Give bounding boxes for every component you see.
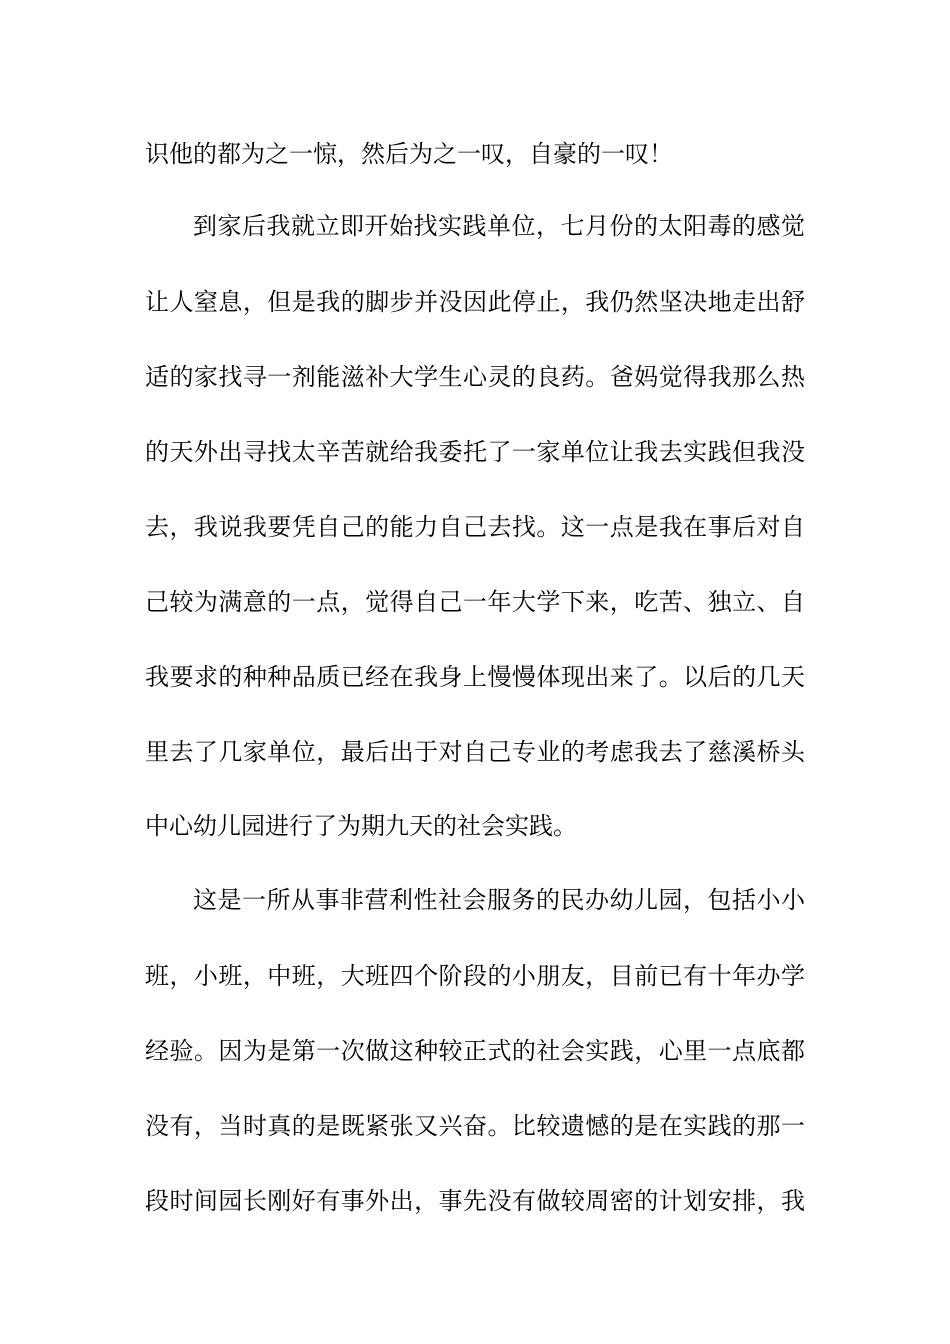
text-line: 适的家找寻一剂能滋补大学生心灵的良药。爸妈觉得我那么热 (145, 363, 805, 391)
text-line: 中心幼儿园进行了为期九天的社会实践。 (145, 812, 577, 840)
text-line: 己较为满意的一点，觉得自己一年大学下来，吃苦、独立、自 (145, 588, 805, 616)
text-line: 段时间园长刚好有事外出，事先没有做较周密的计划安排，我 (145, 1187, 805, 1215)
text-line: 经验。因为是第一次做这种较正式的社会实践，心里一点底都 (145, 1037, 805, 1065)
text-line: 的天外出寻找太辛苦就给我委托了一家单位让我去实践但我没 (145, 438, 805, 466)
text-line: 到家后我就立即开始找实践单位，七月份的太阳毒的感觉 (193, 212, 805, 240)
text-line: 班，小班，中班，大班四个阶段的小朋友，目前已有十年办学 (145, 962, 805, 990)
text-line: 去，我说我要凭自己的能力自己去找。这一点是我在事后对自 (145, 513, 805, 541)
text-line: 这是一所从事非营利性社会服务的民办幼儿园，包括小小 (193, 886, 805, 914)
text-line: 识他的都为之一惊，然后为之一叹，自豪的一叹！ (145, 140, 673, 168)
text-line: 里去了几家单位，最后出于对自己专业的考虑我去了慈溪桥头 (145, 738, 805, 766)
text-line: 没有，当时真的是既紧张又兴奋。比较遗憾的是在实践的那一 (145, 1112, 805, 1140)
text-line: 让人窒息，但是我的脚步并没因此停止，我仍然坚决地走出舒 (145, 288, 805, 316)
text-line: 我要求的种种品质已经在我身上慢慢体现出来了。以后的几天 (145, 663, 805, 691)
